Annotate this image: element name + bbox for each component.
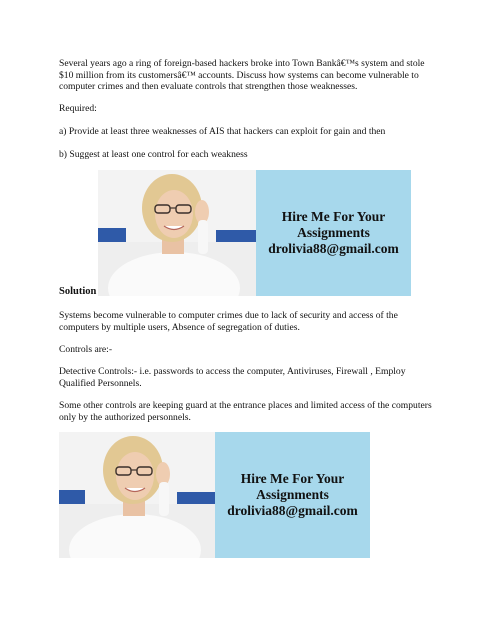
hire-me-banner bbox=[98, 170, 411, 296]
solution-heading: Solution bbox=[59, 286, 97, 297]
other-controls-paragraph: Some other controls are keeping guard at the entrance places and limited access of the computers only by the authorized personnels. bbox=[59, 400, 432, 423]
hire-me-bottom-line-2: Assignments bbox=[256, 487, 329, 502]
hire-me-bottom-line-1: Hire Me For Your bbox=[240, 471, 345, 486]
hire-me-email: drolivia88@gmail.com bbox=[268, 241, 399, 256]
solution-paragraph-1: Systems become vulnerable to computer crimes due to lack of security and access of the computers by multiple users, Absence of segregation of duties. bbox=[59, 310, 398, 333]
controls-label: Controls are:- bbox=[59, 344, 113, 355]
woman-photo-bottom-illustration bbox=[59, 432, 215, 558]
woman-photo bbox=[98, 170, 256, 296]
detective-controls-paragraph: Detective Controls:- i.e. passwords to access the computer, Antiviruses, Firewall , Employ Qualified Personnels. bbox=[59, 366, 406, 389]
hire-me-banner-bottom bbox=[59, 432, 370, 558]
required-label: Required: bbox=[59, 103, 97, 114]
question-part-b: b) Suggest at least one control for each weakness bbox=[59, 149, 248, 160]
question-paragraph: Several years ago a ring of foreign-based hackers broke into Town Bankâ€™s system and stole $10 million from its customersâ€™ accounts. Discuss how systems can become vulnerable to computer crimes and then evaluate controls that strengthen those weaknesses. bbox=[59, 58, 425, 93]
hire-me-line-2: Assignments bbox=[297, 225, 370, 240]
question-part-a: a) Provide at least three weaknesses of AIS that hackers can exploit for gain and then bbox=[59, 126, 386, 137]
woman-photo-bottom bbox=[59, 432, 215, 558]
hire-me-panel bbox=[256, 170, 411, 296]
woman-photo-illustration bbox=[98, 170, 256, 296]
hire-me-panel-bottom bbox=[215, 432, 370, 558]
hire-me-bottom-email: drolivia88@gmail.com bbox=[227, 503, 358, 518]
hire-me-line-1: Hire Me For Your bbox=[281, 209, 386, 224]
